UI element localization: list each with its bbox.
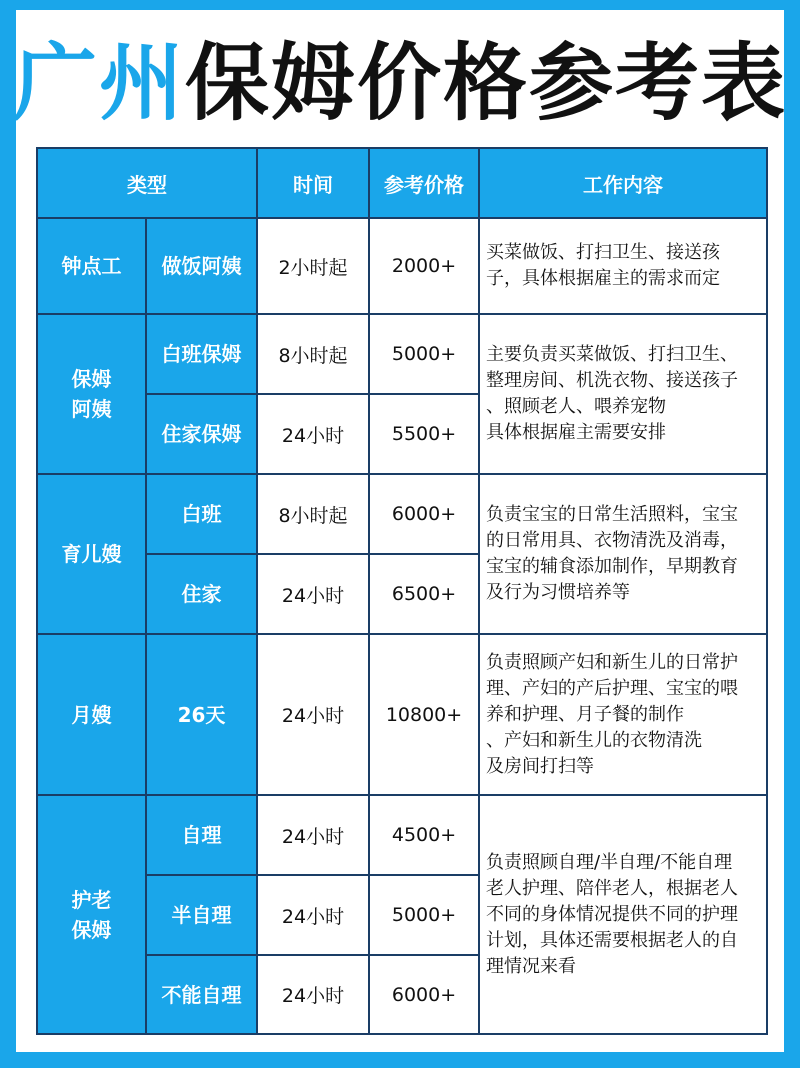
header-price: 参考价格: [369, 148, 479, 218]
subtype-cell: 半自理: [146, 875, 257, 955]
header-time: 时间: [257, 148, 369, 218]
title-city: 广州: [12, 34, 185, 132]
price-cell: 5000+: [369, 314, 479, 394]
table-row: [37, 795, 767, 875]
subtype-cell: 住家: [146, 554, 257, 634]
content-cell: 主要负责买菜做饭、打扫卫生、 整理房间、机洗衣物、接送孩子 、照顾老人、喂养宠物 具体根据雇主需要安排: [479, 314, 767, 474]
header-content: 工作内容: [479, 148, 767, 218]
price-cell: 4500+: [369, 795, 479, 875]
subtype-cell: 做饭阿姨: [146, 218, 257, 314]
table-row: [37, 474, 767, 554]
time-cell: 24小时: [257, 955, 369, 1034]
table-row: [37, 218, 767, 314]
category-cell: 钟点工: [37, 218, 146, 314]
header-type: 类型: [37, 148, 257, 218]
content-cell: 负责照顾自理/半自理/不能自理 老人护理、陪伴老人，根据老人 不同的身体情况提供不同的护理 计划，具体还需要根据老人的自 理情况来看: [479, 795, 767, 1034]
price-cell: 6000+: [369, 955, 479, 1034]
time-cell: 2小时起: [257, 218, 369, 314]
title-main: 保姆价格参考表: [185, 34, 788, 132]
time-cell: 8小时起: [257, 314, 369, 394]
page-title: [0, 28, 800, 138]
header-row: [37, 148, 767, 218]
subtype-cell: 白班保姆: [146, 314, 257, 394]
category-cell: 月嫂: [37, 634, 146, 795]
time-cell: 24小时: [257, 554, 369, 634]
table-row: [37, 634, 767, 795]
table-row: [37, 314, 767, 394]
price-table: [36, 147, 768, 1035]
time-cell: 24小时: [257, 875, 369, 955]
category-cell: 护老 保姆: [37, 795, 146, 1034]
subtype-cell: 不能自理: [146, 955, 257, 1034]
price-cell: 2000+: [369, 218, 479, 314]
time-cell: 24小时: [257, 795, 369, 875]
price-cell: 5500+: [369, 394, 479, 474]
price-cell: 6000+: [369, 474, 479, 554]
price-cell: 6500+: [369, 554, 479, 634]
subtype-cell: 自理: [146, 795, 257, 875]
price-cell: 5000+: [369, 875, 479, 955]
subtype-cell: 26天: [146, 634, 257, 795]
subtype-cell: 白班: [146, 474, 257, 554]
content-cell: 买菜做饭、打扫卫生、接送孩 子，具体根据雇主的需求而定: [479, 218, 767, 314]
content-cell: 负责宝宝的日常生活照料，宝宝 的日常用具、衣物清洗及消毒， 宝宝的辅食添加制作，早期教育 及行为习惯培养等: [479, 474, 767, 634]
subtype-cell: 住家保姆: [146, 394, 257, 474]
time-cell: 24小时: [257, 634, 369, 795]
category-cell: 育儿嫂: [37, 474, 146, 634]
category-cell: 保姆 阿姨: [37, 314, 146, 474]
time-cell: 24小时: [257, 394, 369, 474]
content-cell: 负责照顾产妇和新生儿的日常护 理、产妇的产后护理、宝宝的喂 养和护理、月子餐的制作 、产妇和新生儿的衣物清洗 及房间打扫等: [479, 634, 767, 795]
price-cell: 10800+: [369, 634, 479, 795]
time-cell: 8小时起: [257, 474, 369, 554]
